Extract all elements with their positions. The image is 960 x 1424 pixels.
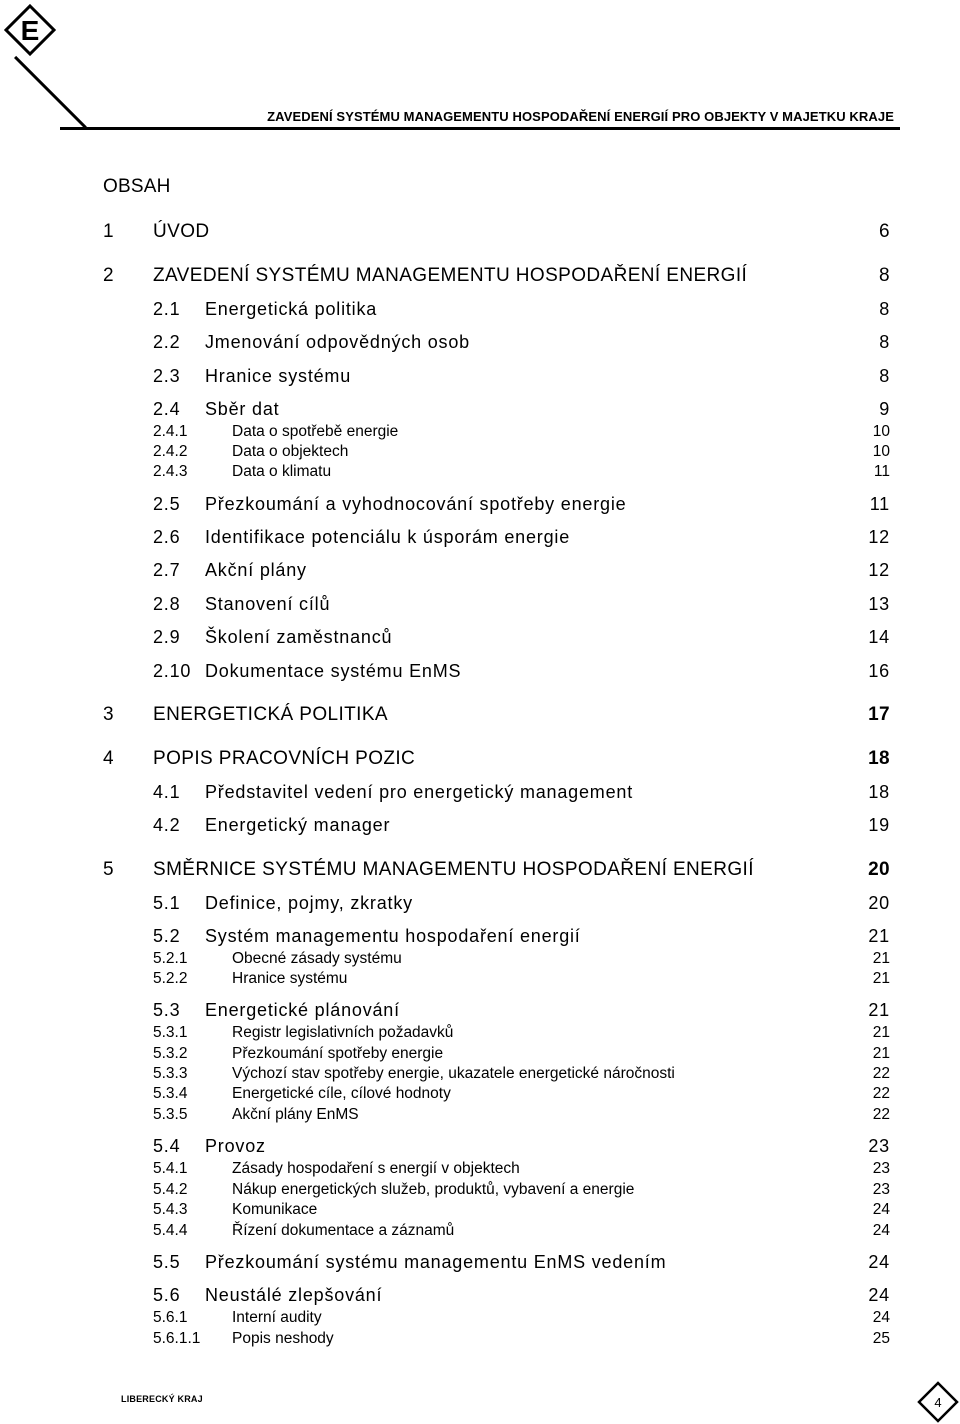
toc-heading: OBSAH — [103, 176, 171, 197]
page-number-badge — [916, 1380, 960, 1424]
header-diagonal-rule — [14, 56, 87, 129]
footer-organization: LIBERECKÝ KRAJ — [121, 1394, 203, 1404]
page-number: 4 — [934, 1395, 942, 1410]
diamond-e-logo — [4, 4, 56, 56]
header-rule — [60, 127, 900, 130]
svg-text:E: E — [20, 15, 40, 46]
document-header-title: ZAVEDENÍ SYSTÉMU MANAGEMENTU HOSPODAŘENÍ ENERGIÍ PRO OBJEKTY V MAJETKU KRAJE — [267, 109, 894, 124]
